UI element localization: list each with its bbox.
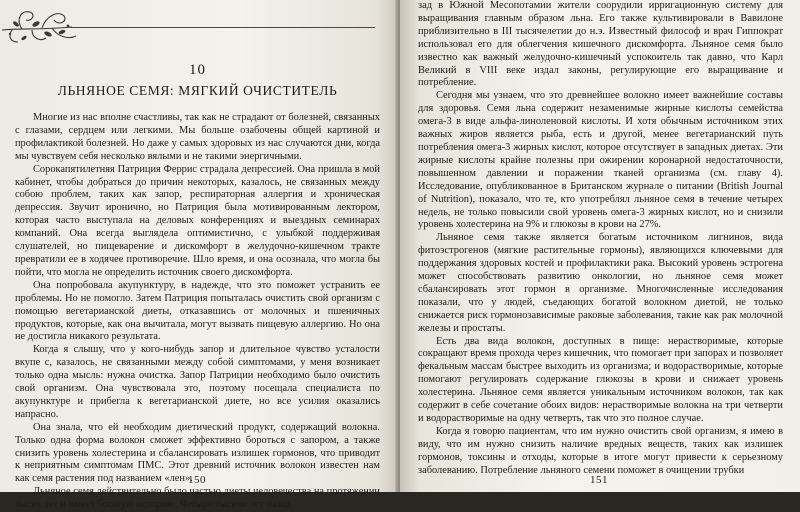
paragraph: Сегодня мы узнаем, что это древнейшее волокно имеет важнейшие составы для здоровья. Семя льна содержит незаменимые жирные кислоты семейства омега-3 в виде альфа-линоленовой кислоты. И хотя обычным источником этих важных жиров является рыба, есть и другой, менее вегетарианский путь потребления омега-3 жирных кислот, которое отсутствует в западных диетах. Эти жирные кислоты крайне полезны при ожирении коронарной недостаточности, повышенном давлении и поражении тканей организма (см. главу 4). Исследование, опубликованное в Британском журнале о питании (British Journal of Nutrition), показало, что те, кто употреблял льняное семя в течение четырех недель, не только повысили свой уровень омега-3 жирных кислот, но и снизили уровень холестерина на 9% и глюкозы в крови на 27%. <box>418 90 783 231</box>
paragraph: Есть два вида волокон, доступных в пище: нерастворимые, которые сокращают время прохода через кишечник, что помогает при запорах и позволяет фекальным массам быстрее выходить из организма; и водорастворимые, которые помогают регулировать содержание глюкозы в крови и снижает уровень холестерина. Льняное семя является уникальным источником волокон, так как содержит в себе сочетание обоих видов: нерастворимые волокна на три четверти и водорастворимые на одну четверть, так что это полное случае. <box>418 335 783 424</box>
paragraph: Когда я говорю пациентам, что им нужно очистить свой организм, я имею в виду, что им нужно снизить наличие вредных веществ, таких как излишек гормонов, токсины и отходы, которые в итоге могут привести к серьезному заболеванию. Потребление льняного семени поможет в очищении трубки <box>418 425 783 476</box>
chapter-title: ЛЬНЯНОЕ СЕМЯ: МЯГКИЙ ОЧИСТИТЕЛЬ <box>57 83 338 98</box>
paragraph: Льняное семя также является богатым источником лигнинов, вида фитоэстрогенов (мягкие растительные гормоны), являющихся ключевыми для поддержания здоровых костей и профилактики рака. Высокий уровень эстрогена может способствовать развитию онкологии, но льняное семя может сбалансировать этот гормон в организме. Многочисленные исследования показали, что у людей, съедающих богатой волокном диетой, не только снижается риск гормонозависимые раковые заболевания, такие как рак молочной железы и простаты. <box>418 232 783 334</box>
paragraph: Льняное семя действительно было частью диеты человечества на протяжении тысяч лет и имеет богатую историю. Четыре тысячи лет назад <box>15 486 380 511</box>
right-page <box>400 0 800 492</box>
paragraph: Она знала, что ей необходим диетический продукт, содержащий волокна. Только одна форма волокон сможет эффективно бороться с запором, а также снизить уровень холестерина и сбалансировать излишек гормонов, что приводит к неприятным симптомам ПМС. Этот древний источник волокон известен нам как семя растения под названием «лен». <box>15 421 380 485</box>
paragraph: Она попробовала акупунктуру, в надежде, что это поможет устранить ее проблемы. Но не помогло. Затем Патриция попыталась очистить свой организм с помощью вегетарианской диеты, отказавшись от молочных и пшеничных продуктов, которые, как она вычитала, могут вызвать пищевую аллергию. Но она не достигла никакого результата. <box>15 279 380 343</box>
paragraph: Сорокапятилетняя Патриция Феррис страдала депрессией. Она пришла в мой кабинет, чтобы добраться до причин некоторых, казалось, не связанных между собою проблем, таких как запор, респираторная аллергия и хроническая депрессия. Звучит иронично, но Патриция была мотивированным лектором, которая часто выступала на деловых конференциях и выездных семинарах компаний. Она всегда выглядела оптимистично, с улыбкой поддерживая слушателей, но пищеварение и дискомфорт в желудочно-кишечном тракте превратили ее в ходячее противоречие. Шло время, и она осознала, что могла бы пойти, что могла не определить источник своего дискомфорта. <box>15 163 380 278</box>
left-page-body <box>15 112 380 512</box>
paragraph: зад в Южной Месопотамии жители соорудили ирригационную систему для выращивания главным образом льна. Его также культивировали в Вавилоне приблизительно в III тысячелетии до н.э. Известный философ и врач Гиппократ использовал его для облегчения кишечного дискомфорта. Льняное семя было известно как важный желудочно-кишечный успокоитель так давно, что Карл Великий в VIII веке издал законы, регулирующие его выращивание и потребление. <box>418 0 783 89</box>
paragraph: Многие из нас вполне счастливы, так как не страдают от болезней, связанных с глазами, сердцем или легкими. Мы больше озабочены общей картиной и профилактикой болезней. Но даже у самых здоровых из нас случаются дни, когда мы чувствуем себя несколько вялыми и не такими энергичными. <box>15 112 380 162</box>
header-rule <box>70 27 375 28</box>
page-number: 150 <box>188 474 206 486</box>
floral-ornament-icon <box>2 0 112 48</box>
paragraph: Когда я слышу, что у кого-нибудь запор и длительное чувство усталости вкупе с, казалось, не связанными между собой симптомами, у меня возникает только одна мысль: нужна очистка. Запор Патриции необходимо было очистить свой организм. Она чувствовала это, поэтому посещала специалиста по акупунктуре и прибегла к вегетарианской диете, но все усилия оказались напрасно. <box>15 344 380 420</box>
chapter-number: 10 <box>189 62 206 78</box>
left-page <box>0 0 397 511</box>
right-page-body <box>418 0 783 478</box>
page-number: 151 <box>590 474 608 486</box>
